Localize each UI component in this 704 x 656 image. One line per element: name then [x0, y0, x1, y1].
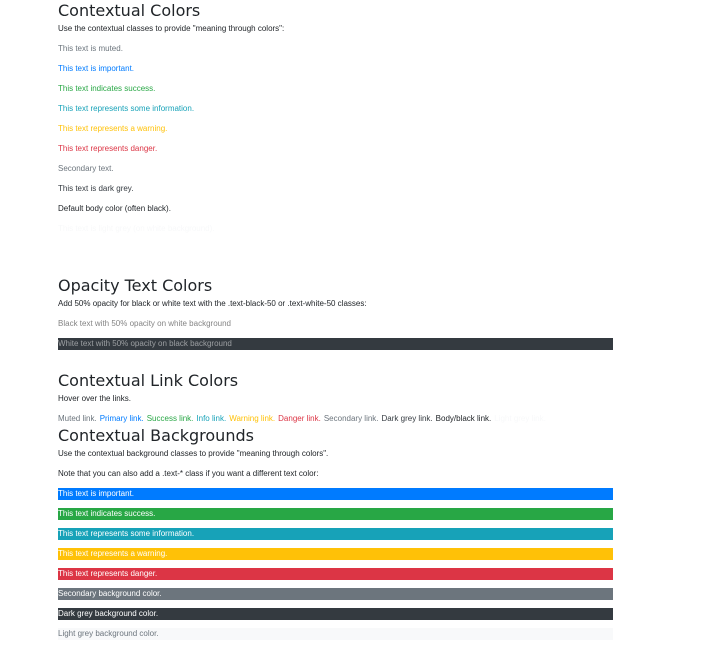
bg-success-bar: This text indicates success. — [58, 508, 613, 520]
link-primary[interactable]: Primary link. — [99, 414, 144, 423]
backgrounds-note: Note that you can also add a .text-* class if you want a different text color: — [58, 469, 319, 478]
text-body: Default body color (often black). — [58, 204, 171, 213]
text-warning: This text represents a warning. — [58, 124, 168, 133]
link-colors-intro: Hover over the links. — [58, 394, 131, 403]
opacity-colors-intro: Add 50% opacity for black or white text with the .text-black-50 or .text-white-50 classes: — [58, 299, 367, 308]
link-dark[interactable]: Dark grey link. — [381, 414, 433, 423]
contextual-colors-list — [58, 19, 284, 239]
backgrounds-intro: Use the contextual background classes to provide "meaning through colors". — [58, 449, 329, 458]
link-danger[interactable]: Danger link. — [278, 414, 321, 423]
text-primary: This text is important. — [58, 64, 135, 73]
text-light: This text is light grey (on white background). — [58, 224, 215, 233]
link-body[interactable]: Body/black link. — [435, 414, 492, 423]
text-black-50: Black text with 50% opacity on white background — [58, 319, 231, 328]
link-info[interactable]: Info link. — [196, 414, 227, 423]
link-warning[interactable]: Warning link. — [229, 414, 276, 423]
text-success: This text indicates success. — [58, 84, 156, 93]
bg-primary-bar: This text is important. — [58, 488, 613, 500]
backgrounds-list — [58, 488, 613, 648]
link-light[interactable]: Light grey link. — [494, 414, 546, 423]
text-danger: This text represents danger. — [58, 144, 158, 153]
text-muted: This text is muted. — [58, 44, 123, 53]
contextual-colors-heading: Contextual Colors — [58, 1, 201, 20]
text-dark: This text is dark grey. — [58, 184, 134, 193]
backgrounds-heading: Contextual Backgrounds — [58, 426, 254, 445]
link-secondary[interactable]: Secondary link. — [323, 414, 379, 423]
bg-warning-bar: This text represents a warning. — [58, 548, 613, 560]
text-info: This text represents some information. — [58, 104, 195, 113]
link-muted[interactable]: Muted link. — [58, 414, 97, 423]
link-colors-heading: Contextual Link Colors — [58, 371, 239, 390]
bg-dark-bar: Dark grey background color. — [58, 608, 613, 620]
bg-light-bar: Light grey background color. — [58, 628, 613, 640]
opacity-colors-heading: Opacity Text Colors — [58, 276, 213, 295]
text-white-50: White text with 50% opacity on black background — [58, 338, 613, 350]
bg-info-bar: This text represents some information. — [58, 528, 613, 540]
text-secondary: Secondary text. — [58, 164, 114, 173]
contextual-colors-intro: Use the contextual classes to provide "meaning through colors": — [58, 24, 285, 33]
link-success[interactable]: Success link. — [146, 414, 194, 423]
bg-secondary-bar: Secondary background color. — [58, 588, 613, 600]
bg-danger-bar: This text represents danger. — [58, 568, 613, 580]
